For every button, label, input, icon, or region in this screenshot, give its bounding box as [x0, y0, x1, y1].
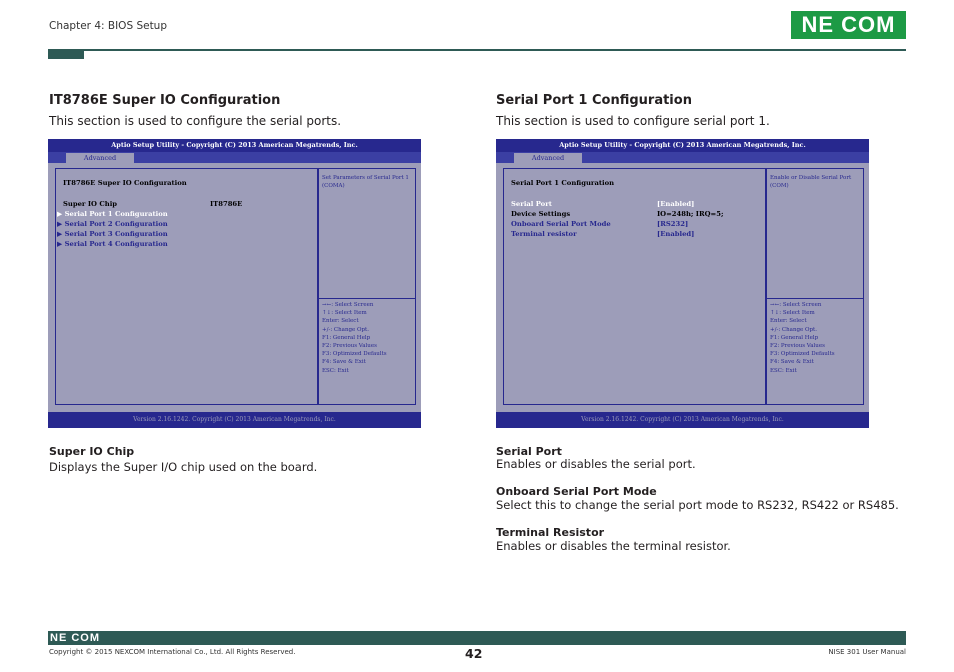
bios-header: Aptio Setup Utility - Copyright (C) 2013 American Megatrends, Inc.: [496, 139, 869, 152]
key-hint: ↑↓: Select Item: [322, 310, 367, 317]
manual-title: NISE 301 User Manual: [828, 648, 906, 656]
bios-menu-item[interactable]: ▶ Serial Port 1 Configuration: [57, 210, 168, 218]
key-hint: F1: General Help: [322, 334, 371, 341]
bios-tabbar: [48, 152, 421, 163]
section-description: Enables or disables the serial port.: [496, 457, 696, 471]
footer-square-icon: [890, 631, 896, 637]
bios-row-label: Device Settings: [511, 210, 571, 218]
bios-help-text: Enable or Disable Serial Port (COM): [770, 175, 852, 189]
key-hint: F2: Previous Values: [770, 343, 825, 350]
key-hint: Enter: Select: [770, 318, 807, 325]
footer-bar: [48, 631, 906, 645]
logo-text: NE COM: [801, 12, 896, 37]
key-hint: F2: Previous Values: [322, 343, 377, 350]
key-hint: +/-: Change Opt.: [770, 326, 818, 333]
section-description: Enables or disables the terminal resistor.: [496, 539, 731, 553]
section-heading: Serial Port: [496, 445, 562, 458]
bios-header: Aptio Setup Utility - Copyright (C) 2013 American Megatrends, Inc.: [48, 139, 421, 152]
key-hint: F4: Save & Exit: [770, 359, 814, 366]
key-hint: →←: Select Screen: [770, 302, 822, 308]
footer-logo: NE COM: [50, 632, 100, 644]
left-intro: This section is used to configure the serial ports.: [49, 114, 342, 128]
bios-row-label[interactable]: Terminal resistor: [511, 230, 577, 238]
bios-help-text: Set Parameters of Serial Port 1 (COMA): [322, 175, 409, 189]
bios-help-divider: [319, 298, 415, 299]
bios-main-panel: [55, 168, 318, 405]
bios-screen-right: [496, 139, 869, 428]
bios-menu-title: IT8786E Super IO Configuration: [63, 179, 187, 187]
bios-menu-item[interactable]: ▶ Serial Port 4 Configuration: [57, 240, 168, 248]
section-heading: Terminal Resistor: [496, 526, 605, 539]
section-heading: Super IO Chip: [49, 445, 135, 458]
bios-tab-advanced[interactable]: Advanced: [66, 153, 134, 163]
chapter-label: Chapter 4: BIOS Setup: [49, 20, 168, 32]
bios-row-value[interactable]: [Enabled]: [657, 200, 695, 208]
bios-chip-label: Super IO Chip: [63, 200, 118, 208]
bios-tab-advanced[interactable]: Advanced: [514, 153, 582, 163]
section-description: Select this to change the serial port mode to RS232, RS422 or RS485.: [496, 498, 899, 512]
right-intro: This section is used to configure serial port 1.: [496, 114, 770, 128]
key-hint: F3: Optimized Defaults: [770, 351, 835, 358]
bios-footer: Version 2.16.1242. Copyright (C) 2013 American Megatrends, Inc.: [48, 412, 421, 428]
left-section-title: IT8786E Super IO Configuration: [49, 93, 281, 108]
bios-help-divider: [767, 298, 863, 299]
bios-menu-item[interactable]: ▶ Serial Port 3 Configuration: [57, 230, 168, 238]
bios-row-value[interactable]: [Enabled]: [657, 230, 695, 238]
bios-row-value: IO=248h; IRQ=5;: [657, 210, 724, 218]
key-hint: ESC: Exit: [322, 367, 349, 374]
bios-row-value[interactable]: [RS232]: [657, 220, 689, 228]
key-hint: Enter: Select: [322, 318, 359, 325]
bios-chip-value: IT8786E: [210, 200, 243, 208]
section-heading: Onboard Serial Port Mode: [496, 485, 657, 498]
key-hint: ESC: Exit: [770, 367, 797, 374]
key-hint: ↑↓: Select Item: [770, 310, 815, 317]
key-hint: +/-: Change Opt.: [322, 326, 370, 333]
footer-square-icon: [898, 638, 905, 645]
key-hint: F4: Save & Exit: [322, 359, 366, 366]
bios-key-legend: [770, 301, 835, 375]
copyright-notice: Copyright © 2015 NEXCOM International Co., Ltd. All Rights Reserved.: [49, 648, 296, 656]
bios-help-panel: [766, 168, 864, 405]
bios-menu-title: Serial Port 1 Configuration: [511, 179, 615, 187]
bios-help-panel: [318, 168, 416, 405]
bios-main-panel: [503, 168, 766, 405]
bios-row-label[interactable]: Serial Port: [511, 200, 552, 208]
bios-tabbar: [496, 152, 869, 163]
bios-screen-left: [48, 139, 421, 428]
bios-key-legend: [322, 301, 387, 375]
nexcom-logo: [791, 11, 906, 39]
key-hint: F1: General Help: [770, 334, 819, 341]
page-number: 42: [465, 646, 483, 661]
right-section-title: Serial Port 1 Configuration: [496, 93, 692, 108]
bios-footer: Version 2.16.1242. Copyright (C) 2013 American Megatrends, Inc.: [496, 412, 869, 428]
key-hint: →←: Select Screen: [322, 302, 374, 308]
bios-row-label[interactable]: Onboard Serial Port Mode: [511, 220, 611, 228]
header-rule: [48, 49, 906, 51]
key-hint: F3: Optimized Defaults: [322, 351, 387, 358]
section-description: Displays the Super I/O chip used on the board.: [49, 460, 318, 474]
header-tab-block: [48, 49, 84, 59]
bios-menu-item[interactable]: ▶ Serial Port 2 Configuration: [57, 220, 168, 228]
